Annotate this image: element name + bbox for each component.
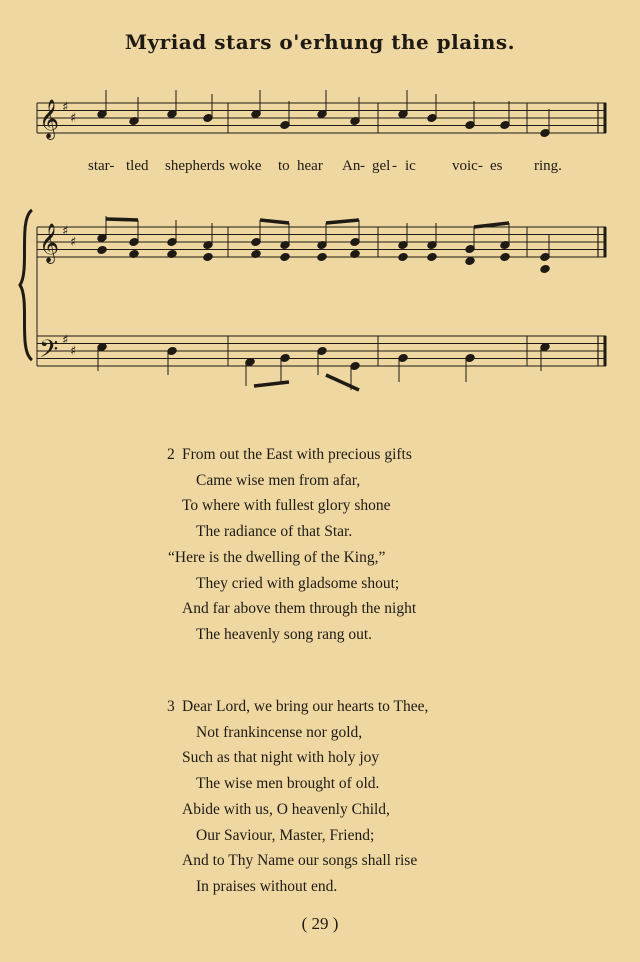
- note-head: [280, 253, 290, 262]
- verse-line: They cried with gladsome shout;: [196, 574, 400, 592]
- sharp-icon: ♯: [62, 100, 69, 115]
- lyric-syllable: hear: [297, 158, 323, 174]
- verse-line: In praises without end.: [196, 877, 338, 895]
- lyric-syllable: gel: [372, 158, 391, 174]
- lyric-syllable: tled: [126, 158, 149, 174]
- verse-line: Not frankincense nor gold,: [196, 723, 363, 741]
- note-beam: [106, 219, 138, 220]
- lyric-syllable: es: [490, 158, 503, 174]
- note-head: [500, 253, 510, 262]
- verse-line: The wise men brought of old.: [196, 775, 380, 793]
- verse-number: 3: [167, 698, 175, 715]
- verse-line: The radiance of that Star.: [196, 523, 353, 541]
- verse-line: “Here is the dwelling of the King,”: [168, 548, 386, 566]
- note-beam: [260, 220, 289, 223]
- verse-line: Such as that night with holy joy: [182, 749, 380, 767]
- verse-line: And far above them through the night: [182, 600, 417, 618]
- note-head: [97, 246, 107, 255]
- note-head: [540, 265, 550, 274]
- verse-number: 2: [167, 446, 175, 463]
- sharp-icon: ♯: [70, 111, 77, 126]
- grand-staff-brace: [20, 210, 32, 360]
- lyric-syllable: -: [392, 158, 397, 174]
- verse-line: Abide with us, O heavenly Child,: [182, 800, 390, 818]
- lyric-syllable: to: [278, 158, 290, 174]
- treble-clef-icon: 𝄞: [39, 99, 60, 139]
- note-head: [398, 253, 408, 262]
- lyric-syllable: ring.: [534, 158, 562, 174]
- bass-clef-icon: 𝄢: [39, 335, 59, 370]
- lyric-syllable: star-: [88, 158, 115, 174]
- lyric-syllable: ic: [405, 158, 416, 174]
- note-head: [465, 257, 475, 266]
- note-head: [427, 253, 437, 262]
- sharp-icon: ♯: [70, 235, 77, 250]
- lyric-syllable: An: [342, 158, 361, 174]
- note-beam: [474, 223, 509, 227]
- verse-line: The heavenly song rang out.: [196, 625, 373, 643]
- verse-line: To where with fullest glory shone: [182, 497, 391, 515]
- lyric-syllable: voic-: [452, 158, 483, 174]
- verse-line: Dear Lord, we bring our hearts to Thee,: [182, 698, 429, 715]
- verse-line: From out the East with precious gifts: [182, 446, 412, 463]
- music-score: [0, 0, 640, 400]
- verse-line: And to Thy Name our songs shall rise: [182, 852, 418, 870]
- lyric-syllable: shepherds: [165, 158, 225, 174]
- treble-clef-icon: 𝄞: [39, 223, 60, 263]
- sharp-icon: ♯: [62, 224, 69, 239]
- sharp-icon: ♯: [62, 333, 69, 348]
- sharp-icon: ♯: [70, 344, 77, 359]
- note-beam: [326, 375, 359, 390]
- lyric-syllable: woke: [229, 158, 262, 174]
- note-beam: [254, 382, 289, 386]
- verse-line: Came wise men from afar,: [196, 471, 361, 489]
- lyric-line: [0, 158, 640, 178]
- verse-line: Our Saviour, Master, Friend;: [196, 826, 375, 844]
- lyric-syllable: -: [360, 158, 365, 174]
- note-beam: [326, 220, 359, 223]
- page-number: ( 29 ): [301, 914, 339, 933]
- page-title: Myriad stars o'erhung the plains.: [124, 30, 516, 54]
- note-head: [317, 253, 327, 262]
- note-head: [203, 253, 213, 262]
